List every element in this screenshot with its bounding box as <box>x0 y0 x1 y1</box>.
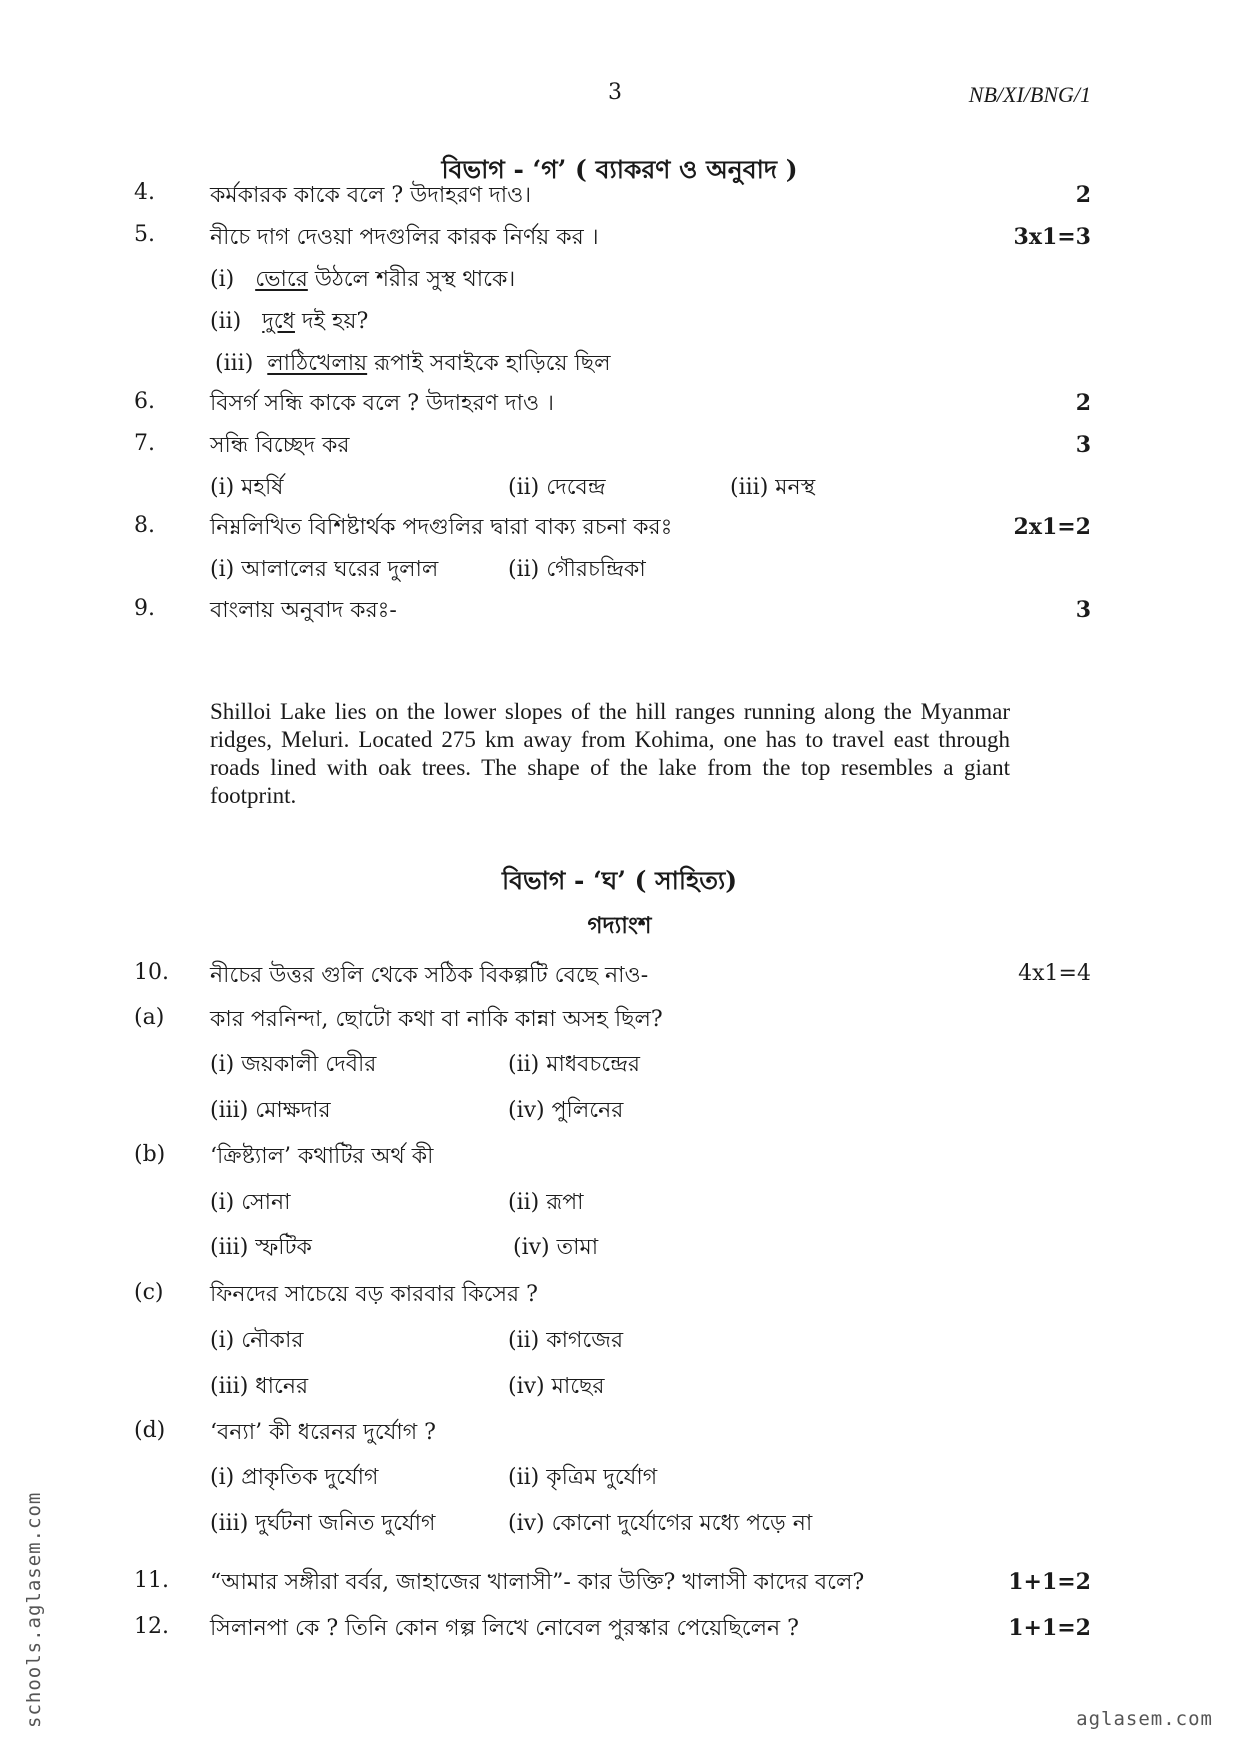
option: (iv) মাছের <box>508 1374 605 1399</box>
question-marks: 3 <box>1075 432 1091 458</box>
question-marks: 2 <box>1075 390 1091 416</box>
sub-item <box>215 346 610 383</box>
question-marks: 1+1=2 <box>1008 1615 1091 1641</box>
part-label: (a) <box>134 1005 165 1030</box>
underlined-word: দুধে <box>262 309 295 334</box>
option: (iii) মোক্ষদার <box>210 1098 331 1123</box>
underlined-word: লাঠিখেলায় <box>267 351 368 376</box>
question-text: কর্মকারক কাকে বলে ? উদাহরণ দাও। <box>210 183 532 208</box>
question-number: 9. <box>134 596 155 621</box>
sub-item-text: রূপাই সবাইকে হাড়িয়ে ছিল <box>367 351 611 376</box>
question-text: নীচে দাগ দেওয়া পদগুলির কারক নির্ণয় কর । <box>210 225 599 250</box>
option: (iii) দুর্ঘটনা জনিত দুর্যোগ <box>210 1511 436 1536</box>
question-marks: 2x1=2 <box>1013 514 1091 540</box>
option: (ii) রূপা <box>508 1190 584 1215</box>
question-text: “আমার সঙ্গীরা বর্বর, জাহাজের খালাসী”- কার উক্তি? খালাসী কাদের বলে? <box>210 1570 865 1595</box>
question-marks: 1+1=2 <box>1008 1569 1091 1595</box>
underlined-word: ভোরে <box>255 267 308 292</box>
question-number: 11. <box>134 1568 169 1593</box>
part-question: ‘ক্রিষ্ট্যাল’ কথাটির অর্থ কী <box>210 1144 434 1169</box>
option: (iii) মনস্থ <box>730 475 816 500</box>
paper-code: NB/XI/BNG/1 <box>968 82 1091 107</box>
section-title-g: বিভাগ - ‘গ’ ( ব্যাকরণ ও অনুবাদ ) <box>441 155 798 184</box>
sub-item-label: (iii) <box>215 351 254 376</box>
question-marks: 2 <box>1075 182 1091 208</box>
part-question: ফিনদের সাচেয়ে বড় কারবার কিসের ? <box>210 1282 538 1307</box>
side-watermark: schools.aglasem.com <box>23 1491 45 1728</box>
sub-item <box>210 304 368 341</box>
question-number: 4. <box>134 180 155 205</box>
option: (i) নৌকার <box>210 1328 304 1353</box>
question-number: 6. <box>134 389 155 414</box>
question-text: নীচের উত্তর গুলি থেকে সঠিক বিকল্পটি বেছে নাও- <box>210 963 649 988</box>
question-number: 5. <box>134 222 155 247</box>
option: (ii) কাগজের <box>508 1328 624 1353</box>
page-number: 3 <box>608 80 622 105</box>
part-question: কার পরনিন্দা, ছোটো কথা বা নাকি কান্না অসহ ছিল? <box>210 1007 663 1032</box>
question-text: নিম্নলিখিত বিশিষ্টার্থক পদগুলির দ্বারা বাক্য রচনা করঃ <box>210 515 673 540</box>
sub-item-label: (i) <box>210 267 235 292</box>
option: (i) সোনা <box>210 1190 291 1215</box>
option: (ii) মাধবচন্দ্রের <box>508 1052 641 1077</box>
sub-item-label: (ii) <box>210 309 242 334</box>
bottom-watermark: aglasem.com <box>1076 1708 1213 1730</box>
section-title-gh: বিভাগ - ‘ঘ’ ( সাহিত্য) <box>501 866 738 895</box>
question-marks: 3x1=3 <box>1013 224 1091 250</box>
sub-item-text: উঠলে শরীর সুস্থ থাকে। <box>307 267 516 292</box>
option: (iii) ধানের <box>210 1374 309 1399</box>
question-number: 12. <box>134 1614 169 1639</box>
question-marks: 3 <box>1075 597 1091 623</box>
option: (i) জয়কালী দেবীর <box>210 1052 377 1077</box>
option: (iv) কোনো দুর্যোগের মধ্যে পড়ে না <box>508 1511 813 1536</box>
option: (iv) তামা <box>513 1235 599 1260</box>
sub-item <box>210 262 515 299</box>
part-label: (d) <box>134 1418 166 1443</box>
option: (ii) কৃত্রিম দুর্যোগ <box>508 1465 658 1490</box>
sub-item-text: দই হয়? <box>294 309 369 334</box>
option: (ii) দেবেন্দ্র <box>508 475 606 500</box>
part-label: (b) <box>134 1142 166 1167</box>
question-text: সন্ধি বিচ্ছেদ কর <box>210 433 350 458</box>
option: (iii) স্ফটিক <box>210 1235 312 1260</box>
question-text: বিসর্গ সন্ধি কাকে বলে ? উদাহরণ দাও । <box>210 391 555 416</box>
option: (ii) গৌরচন্দ্রিকা <box>508 557 646 582</box>
translation-passage: Shilloi Lake lies on the lower slopes of the hill ranges running along the Myanmar ridges, Meluri. Located 275 km away from Kohima, one has to travel east through roads lined with oak trees. The shape of the lake from the top resembles a giant footprint. <box>210 699 1010 808</box>
section-subtitle: গদ্যাংশ <box>587 912 652 939</box>
question-text: বাংলায় অনুবাদ করঃ- <box>210 598 397 623</box>
option: (i) মহর্ষি <box>210 475 284 500</box>
question-number: 10. <box>134 960 169 985</box>
option: (i) আলালের ঘরের দুলাল <box>210 557 439 582</box>
question-number: 8. <box>134 513 155 538</box>
question-text: সিলানপা কে ? তিনি কোন গল্প লিখে নোবেল পুরস্কার পেয়েছিলেন ? <box>210 1616 799 1641</box>
part-label: (c) <box>134 1280 164 1305</box>
option: (i) প্রাকৃতিক দুর্যোগ <box>210 1465 379 1490</box>
question-number: 7. <box>134 431 155 456</box>
part-question: ‘বন্যা’ কী ধরেনর দুর্যোগ ? <box>210 1420 436 1445</box>
question-marks: 4x1=4 <box>1018 961 1091 986</box>
option: (iv) পুলিনের <box>508 1098 624 1123</box>
